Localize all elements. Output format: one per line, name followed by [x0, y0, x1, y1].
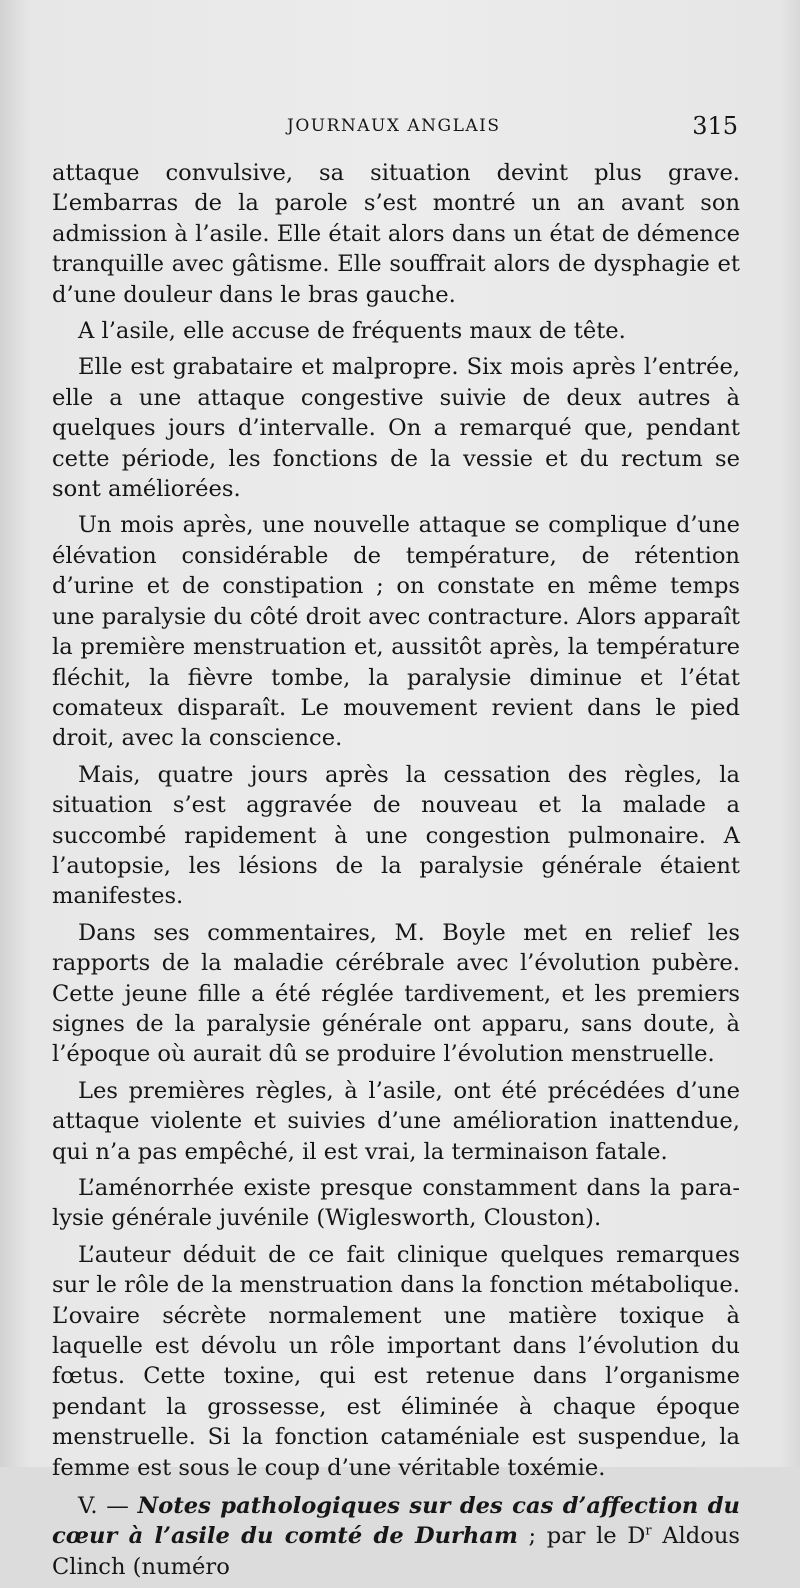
section-superscript: r: [645, 1523, 652, 1539]
page-number: 315: [692, 112, 738, 140]
paragraph-6: Dans ses commentaires, M. Boyle met en relief les rapports de la maladie cérébrale avec l’évolution pubère. Cette jeune fille a été réglée tardivement, et les premiers signes de la paralysie générale ont apparu, sans doute, à l’époque où aurait dû se produire l’évolution menstruelle.: [52, 919, 740, 1068]
paragraph-7: Les premières règles, à l’asile, ont été précédées d’une attaque violente et suivies d’une amélioration inattendue, qui n’a pas empêché, il est vrai, la terminaison fatale.: [52, 1077, 740, 1165]
running-title: JOURNAUX ANGLAIS: [287, 116, 501, 136]
paragraph-8: L’aménorrhée existe presque constamment dans la paralysie générale juvénile (Wiglesworth, Clouston).: [52, 1175, 740, 1232]
paragraph-5: Mais, quatre jours après la cessation des règles, la situation s’est aggravée de nouveau et la malade a succombé rapidement à une congestion pulmonaire. A l’autopsie, les lésions de la paralysie générale étaient manifestes.: [52, 761, 740, 910]
paragraph-4: Un mois après, une nouvelle attaque se complique d’une élévation considérable de température, de rétention d’urine et de constipation ; on constate en même temps une paralysie du côté droit avec contracture. Alors apparaît la première menstruation et, aussitôt après, la température fléchit, la fièvre tombe, la paralysie diminue et l’état comateux disparaît. Le mouvement revient dans le pied droit, avec la conscience.: [52, 512, 740, 752]
section-author-prefix: ; par le D: [517, 1523, 646, 1550]
section-title: Notes pathologiques sur des cas d’affection du cœur à l’asile du comté de Durham: [52, 1493, 740, 1550]
body-text: [52, 158, 740, 1588]
paragraph-3: Elle est grabataire et malpropre. Six mois après l’entrée, elle a une attaque congestive suivie de deux autres à quelques jours d’intervalle. On a remarqué que, pendant cette période, les fonctions de la vessie et du rectum se sont améliorées.: [52, 354, 740, 503]
section-continuation: Aldous Clinch (numéro: [52, 1523, 740, 1580]
section-heading: [52, 1491, 740, 1582]
page-header: [52, 112, 738, 146]
paragraph-1: attaque convulsive, sa situation devint plus grave. L’embarras de la parole s’est montré un an avant son admission à l’asile. Elle était alors dans un état de démence tranquille avec gâtisme. Elle souffrait alors de dysphagie et d’une douleur dans le bras gauche.: [52, 160, 740, 308]
paragraph-9: L’auteur déduit de ce fait clinique quelques remarques sur le rôle de la menstruation dans la fonction métabolique. L’ovaire sécrète normalement une matière toxique à laquelle est dévolu un rôle important dans l’évolution du fœtus. Cette toxine, qui est retenue dans l’organisme pendant la grossesse, est éliminée à chaque époque menstruelle. Si la fonction cataméniale est suspendue, la femme est sous le coup d’une véritable toxémie.: [52, 1241, 740, 1481]
section-numeral: V. —: [78, 1493, 138, 1520]
paragraph-2: A l’asile, elle accuse de fréquents maux de tête.: [78, 318, 626, 345]
